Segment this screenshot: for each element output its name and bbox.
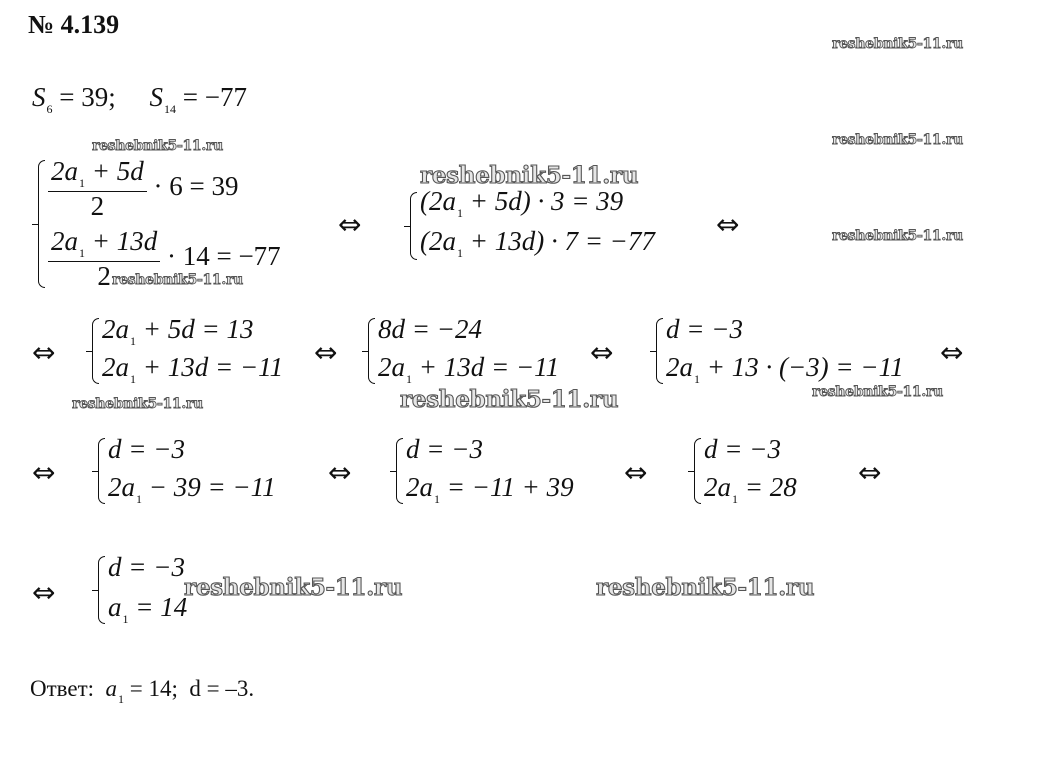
equation-1: d = −3 <box>666 314 743 344</box>
equivalence-symbol: ⇔ <box>314 336 338 369</box>
problem-number: № 4.139 <box>28 10 120 39</box>
watermark-text: reshebnik5-11.ru <box>832 36 963 52</box>
equivalence-symbol: ⇔ <box>716 208 740 241</box>
equation-2: $2a_1 = -11 + 39$ <box>406 472 574 506</box>
answer-line: Ответ: $a_1 = 14$; d = –3. <box>30 676 255 706</box>
watermark-text: reshebnik5-11.ru <box>420 162 639 189</box>
system-brace <box>98 438 105 504</box>
system-brace <box>410 192 417 260</box>
watermark-text: reshebnik5-11.ru <box>832 132 963 148</box>
system-brace <box>38 160 45 288</box>
equation-1: d = −3 <box>108 552 185 582</box>
system-brace <box>694 438 701 504</box>
system-brace <box>368 318 375 384</box>
equation-2: $\frac{2a_1 + 13d}{2}$ · 14 = −77 <box>48 228 281 290</box>
equivalence-symbol: ⇔ <box>32 456 56 489</box>
watermark-text: reshebnik5-11.ru <box>112 272 243 288</box>
equation-1: d = −3 <box>406 434 483 464</box>
equivalence-symbol: ⇔ <box>940 336 964 369</box>
equivalence-symbol: ⇔ <box>338 208 362 241</box>
watermark-text: reshebnik5-11.ru <box>832 228 963 244</box>
equation-1: $(2a_1 + 5d) \cdot 3 = 39$ <box>420 186 624 220</box>
system-brace <box>98 556 105 624</box>
equation-1: 8d = −24 <box>378 314 482 344</box>
equivalence-symbol: ⇔ <box>32 576 56 609</box>
equivalence-symbol: ⇔ <box>858 456 882 489</box>
equation-1: d = −3 <box>108 434 185 464</box>
equation-2: $2a_1 + 13 \cdot (-3) = -11$ <box>666 352 904 386</box>
equivalence-symbol: ⇔ <box>328 456 352 489</box>
watermark-text: reshebnik5-11.ru <box>596 574 815 601</box>
equation-1: $2a_1 + 5d = 13$ <box>102 314 254 348</box>
watermark-text: reshebnik5-11.ru <box>92 138 223 154</box>
watermark-text: reshebnik5-11.ru <box>184 574 403 601</box>
system-brace <box>92 318 99 384</box>
equivalence-symbol: ⇔ <box>32 336 56 369</box>
equivalence-symbol: ⇔ <box>590 336 614 369</box>
watermark-text: reshebnik5-11.ru <box>400 386 619 413</box>
equation-2: $2a_1 + 13d = -11$ <box>102 352 284 386</box>
equation-2: $2a_1 + 13d = -11$ <box>378 352 560 386</box>
watermark-text: reshebnik5-11.ru <box>72 396 203 412</box>
system-brace <box>396 438 403 504</box>
equation-1: d = −3 <box>704 434 781 464</box>
equation-2: $2a_1 = 28$ <box>704 472 797 506</box>
equation-2: $(2a_1 + 13d) \cdot 7 = -77$ <box>420 226 655 260</box>
system-brace <box>656 318 663 384</box>
watermark-text: reshebnik5-11.ru <box>812 384 943 400</box>
given-conditions: $S_6 = 39$; $S_{14} = -77$ <box>32 82 247 116</box>
equation-2: $2a_1 - 39 = -11$ <box>108 472 276 506</box>
equation-2: $a_1 = 14$ <box>108 592 188 626</box>
equivalence-symbol: ⇔ <box>624 456 648 489</box>
equation-1: $\frac{2a_1 + 5d}{2}$ · 6 = 39 <box>48 158 238 220</box>
